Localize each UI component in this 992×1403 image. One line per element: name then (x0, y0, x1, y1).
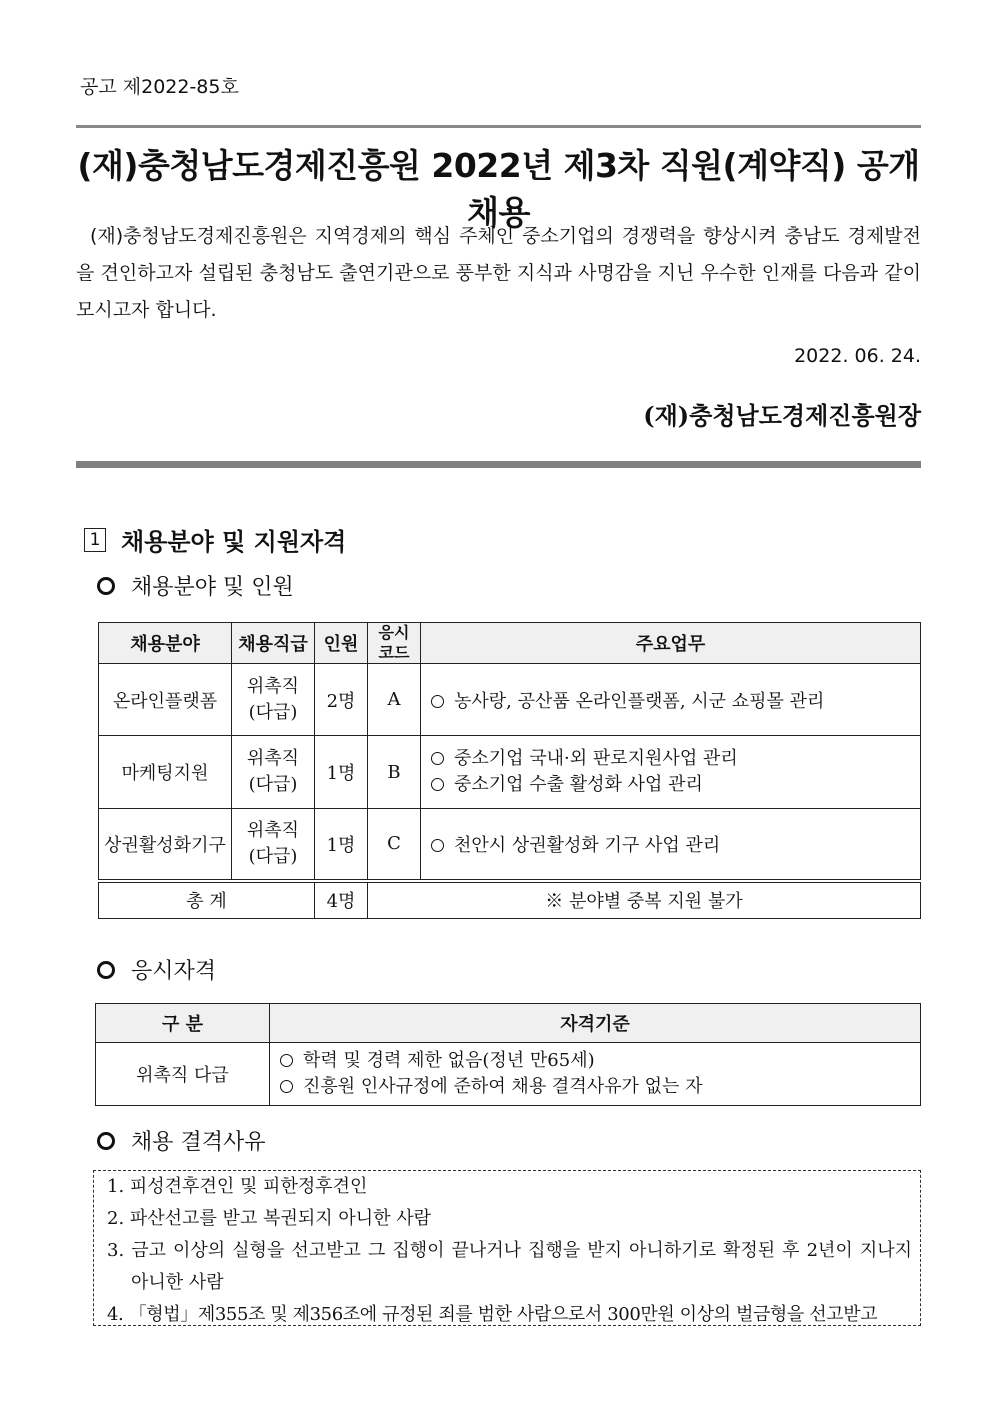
subheading-qualification (97, 954, 216, 985)
circle-bullet-icon (431, 752, 444, 765)
section-title: 채용분야 및 지원자격 (121, 528, 347, 556)
field-cell: 상권활성화기구 (99, 809, 232, 881)
grade-cell: 위촉직 (다급) (232, 664, 315, 736)
total-count: 4명 (315, 881, 368, 919)
grade-cell: 위촉직 (다급) (232, 736, 315, 809)
criteria-item: 학력 및 경력 제한 없음(정년 만65세) (303, 1050, 595, 1071)
category-cell: 위촉직 다급 (96, 1043, 270, 1106)
list-item: 3. 금고 이상의 실형을 선고받고 그 집행이 끝나거나 집행을 받지 아니하기로 확정된 후 2년이 지나지 아니한 사람 (107, 1240, 912, 1293)
duty-item: 천안시 상권활성화 기구 사업 관리 (454, 834, 721, 856)
header-code: 응시 코드 (368, 623, 421, 664)
criteria-cell (270, 1043, 921, 1106)
total-row (99, 881, 921, 919)
notice-number: 공고 제2022-85호 (80, 76, 239, 98)
list-item: 4. 「형법」제355조 및 제356조에 규정된 죄를 범한 사람으로서 300만원 이상의 벌금형을 선고받고 (107, 1304, 878, 1325)
circle-bullet-icon (97, 577, 115, 595)
header-duties: 주요업무 (421, 623, 921, 664)
duties-cell (421, 736, 921, 809)
subheading-disqualification-label: 채용 결격사유 (131, 1130, 266, 1155)
announcement-date: 2022. 06. 24. (794, 345, 921, 367)
count-cell: 1명 (315, 809, 368, 881)
table-header-row (96, 1004, 921, 1043)
circle-bullet-icon (431, 778, 444, 791)
header-criteria: 자격기준 (270, 1004, 921, 1043)
table-row (96, 1043, 921, 1106)
table-header-row (99, 623, 921, 664)
circle-bullet-icon (280, 1080, 293, 1093)
positions-table (98, 622, 921, 919)
qualification-table (95, 1003, 921, 1106)
disqualification-list (94, 1171, 920, 1331)
disqualification-box (93, 1170, 921, 1326)
header-count: 인원 (315, 623, 368, 664)
list-item: 2. 파산선고를 받고 복권되지 아니한 사람 (107, 1208, 431, 1229)
issuer-name: (재)충청남도경제진흥원장 (643, 401, 921, 430)
circle-bullet-icon (431, 839, 444, 852)
table-row (99, 664, 921, 736)
subheading-disqualification (97, 1125, 266, 1156)
circle-bullet-icon (280, 1054, 293, 1067)
header-grade: 채용직급 (232, 623, 315, 664)
intro-paragraph: (재)충청남도경제진흥원은 지역경제의 핵심 주체인 중소기업의 경쟁력을 향상시켜 충남도 경제발전을 견인하고자 설립된 충청남도 출연기관으로 풍부한 지식과 사명감을 지닌 우수한 인재를 다음과 같이 모시고자 합니다. (76, 225, 921, 321)
circle-bullet-icon (97, 1132, 115, 1150)
total-label: 총 계 (99, 881, 315, 919)
page-title: (재)충청남도경제진흥원 2022년 제3차 직원(계약직) 공개채용 (77, 146, 920, 232)
table-row (99, 736, 921, 809)
field-cell: 마케팅지원 (99, 736, 232, 809)
count-cell: 1명 (315, 736, 368, 809)
code-cell: A (368, 664, 421, 736)
top-divider (76, 125, 921, 128)
circle-bullet-icon (431, 695, 444, 708)
header-field: 채용분야 (99, 623, 232, 664)
header-category: 구 분 (96, 1004, 270, 1043)
subheading-positions-label: 채용분야 및 인원 (131, 575, 294, 600)
circle-bullet-icon (97, 961, 115, 979)
table-row (99, 809, 921, 881)
code-cell: B (368, 736, 421, 809)
duty-item: 중소기업 수출 활성화 사업 관리 (454, 774, 703, 795)
section-number: 1 (84, 528, 106, 552)
list-item: 1. 피성견후견인 및 피한정후견인 (107, 1176, 368, 1197)
duty-item: 중소기업 국내·외 판로지원사업 관리 (454, 748, 738, 769)
code-cell: C (368, 809, 421, 881)
field-cell: 온라인플랫폼 (99, 664, 232, 736)
duties-cell (421, 664, 921, 736)
duty-item: 농사랑, 공산품 온라인플랫폼, 시군 쇼핑몰 관리 (454, 690, 825, 712)
duties-cell (421, 809, 921, 881)
thick-divider (76, 461, 921, 468)
total-note: ※ 분야별 중복 지원 불가 (368, 881, 921, 919)
count-cell: 2명 (315, 664, 368, 736)
criteria-item: 진흥원 인사규정에 준하여 채용 결격사유가 없는 자 (303, 1076, 703, 1097)
grade-cell: 위촉직 (다급) (232, 809, 315, 881)
subheading-qualification-label: 응시자격 (131, 959, 217, 984)
subheading-positions (97, 570, 294, 601)
